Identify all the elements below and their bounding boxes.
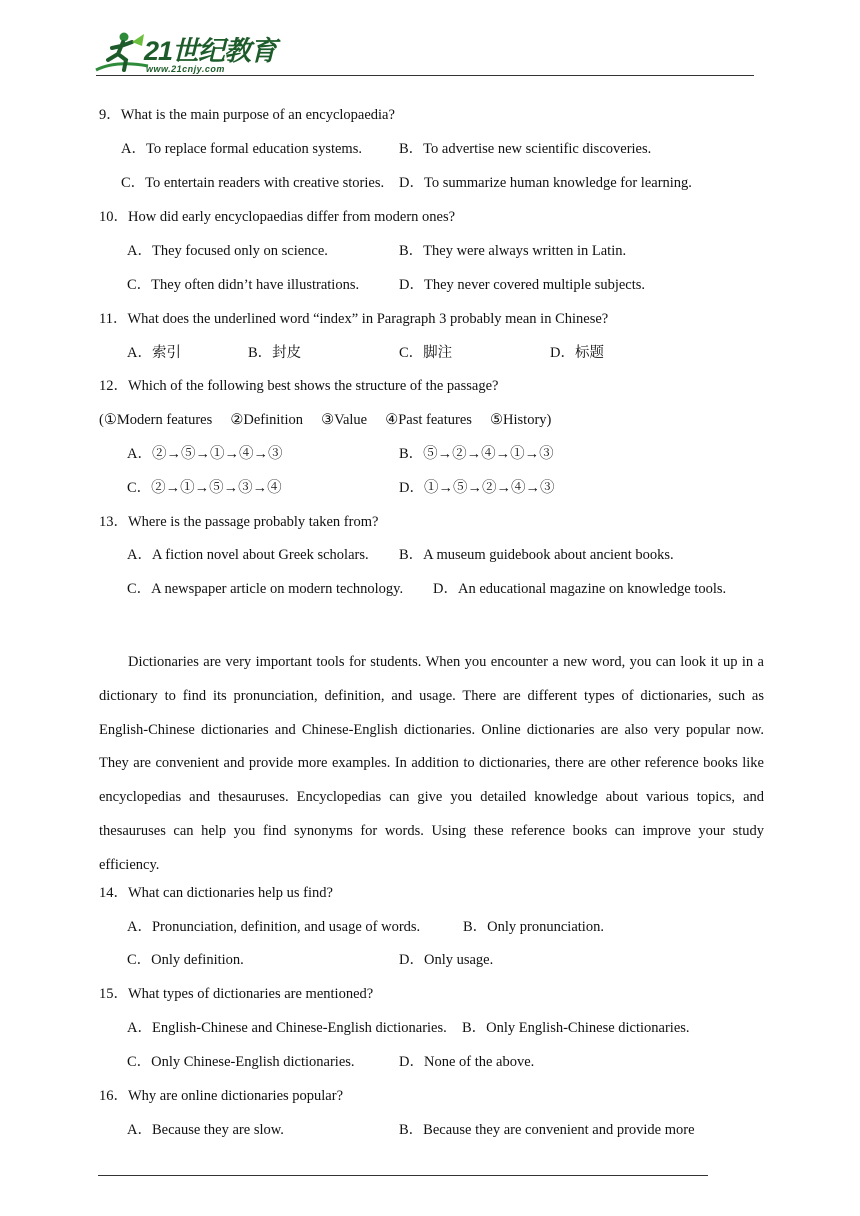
- option-11d: D．标题: [550, 345, 604, 361]
- option-9d: D．To summarize human knowledge for learning.: [399, 175, 692, 191]
- question-10: [99, 208, 455, 226]
- option-12c: C．②→①→⑤→③→④: [127, 480, 282, 496]
- logo-text: 21世纪教育: [144, 36, 277, 66]
- question-12: [99, 377, 498, 395]
- option-9b: B．To advertise new scientific discoveries.: [399, 141, 652, 157]
- option-9c: C．To entertain readers with creative stories.: [121, 175, 385, 191]
- logo-url: www.21cnjy.com: [146, 64, 225, 74]
- question-text: Where is the passage probably taken from?: [128, 514, 379, 530]
- question-13: [99, 513, 378, 531]
- option-9a: A．To replace formal education systems.: [121, 141, 362, 157]
- question-text: Which of the following best shows the structure of the passage?: [128, 378, 499, 394]
- question-text: Why are online dictionaries popular?: [128, 1088, 344, 1104]
- option-11b: B．封皮: [248, 345, 302, 361]
- option-14b: B．Only pronunciation.: [463, 919, 604, 935]
- question-number: 10．: [99, 209, 128, 225]
- running-figure-icon: [94, 30, 150, 76]
- footer-divider: [98, 1175, 708, 1176]
- option-10b: B．They were always written in Latin.: [399, 243, 627, 259]
- question-number: 16．: [99, 1088, 128, 1104]
- question-text: How did early encyclopaedias differ from modern ones?: [128, 209, 456, 225]
- question-text: What does the underlined word “index” in Paragraph 3 probably mean in Chinese?: [127, 311, 609, 327]
- option-11a: A．索引: [127, 345, 181, 361]
- option-12b: B．⑤→②→④→①→③: [399, 446, 554, 462]
- reading-passage: Dictionaries are very important tools for students. When you encounter a new word, you can look it up in a dictionary to find its pronunciation, definition, and usage. There are different types of dictionaries, such as English-Chinese dictionaries and Chinese-English dictionaries. Online dictionaries are also very popular now. They are convenient and provide more examples. In addition to dictionaries, there are other reference books like encyclopedias and thesauruses. Encyclopedias can give you detailed knowledge about various topics, and thesauruses can help you find synonyms for words. Using these reference books can improve your study efficiency.: [99, 654, 764, 873]
- option-12d: D．①→⑤→②→④→③: [399, 480, 555, 496]
- option-15a: A．English-Chinese and Chinese-English dictionaries.: [127, 1020, 447, 1036]
- option-13d: D．An educational magazine on knowledge tools.: [433, 581, 727, 597]
- question-9: [99, 106, 395, 124]
- question-15: [99, 985, 373, 1003]
- question-number: 11．: [99, 311, 128, 327]
- question-text: What types of dictionaries are mentioned?: [128, 986, 374, 1002]
- question-text: What can dictionaries help us find?: [128, 885, 333, 901]
- logo: [94, 30, 277, 78]
- option-13b: B．A museum guidebook about ancient books.: [399, 547, 674, 563]
- structure-legend: (①Modern features ②Definition ③Value ④Past features ⑤History): [99, 412, 552, 428]
- option-15c: C．Only Chinese-English dictionaries.: [127, 1054, 355, 1070]
- option-10d: D．They never covered multiple subjects.: [399, 277, 646, 293]
- question-number: 15．: [99, 986, 128, 1002]
- option-15b: B．Only English-Chinese dictionaries.: [462, 1020, 690, 1036]
- page-header: [0, 0, 860, 80]
- option-11c: C．脚注: [399, 345, 453, 361]
- question-number: 9．: [99, 107, 121, 123]
- question-11: [99, 310, 608, 328]
- option-15d: D．None of the above.: [399, 1054, 535, 1070]
- option-10c: C．They often didn’t have illustrations.: [127, 277, 360, 293]
- header-divider: [96, 75, 754, 76]
- question-16: [99, 1087, 343, 1105]
- question-text: What is the main purpose of an encyclopaedia?: [120, 107, 395, 123]
- option-16a: A．Because they are slow.: [127, 1122, 284, 1138]
- option-14d: D．Only usage.: [399, 952, 494, 968]
- question-number: 12．: [99, 378, 128, 394]
- option-13a: A．A fiction novel about Greek scholars.: [127, 547, 369, 563]
- question-number: 13．: [99, 514, 128, 530]
- question-14: [99, 884, 333, 902]
- option-16b: B．Because they are convenient and provide more: [399, 1122, 695, 1138]
- question-number: 14．: [99, 885, 128, 901]
- option-12a: A．②→⑤→①→④→③: [127, 446, 283, 462]
- option-14a: A．Pronunciation, definition, and usage of words.: [127, 919, 421, 935]
- option-13c: C．A newspaper article on modern technology.: [127, 581, 404, 597]
- option-10a: A．They focused only on science.: [127, 243, 328, 259]
- option-14c: C．Only definition.: [127, 952, 244, 968]
